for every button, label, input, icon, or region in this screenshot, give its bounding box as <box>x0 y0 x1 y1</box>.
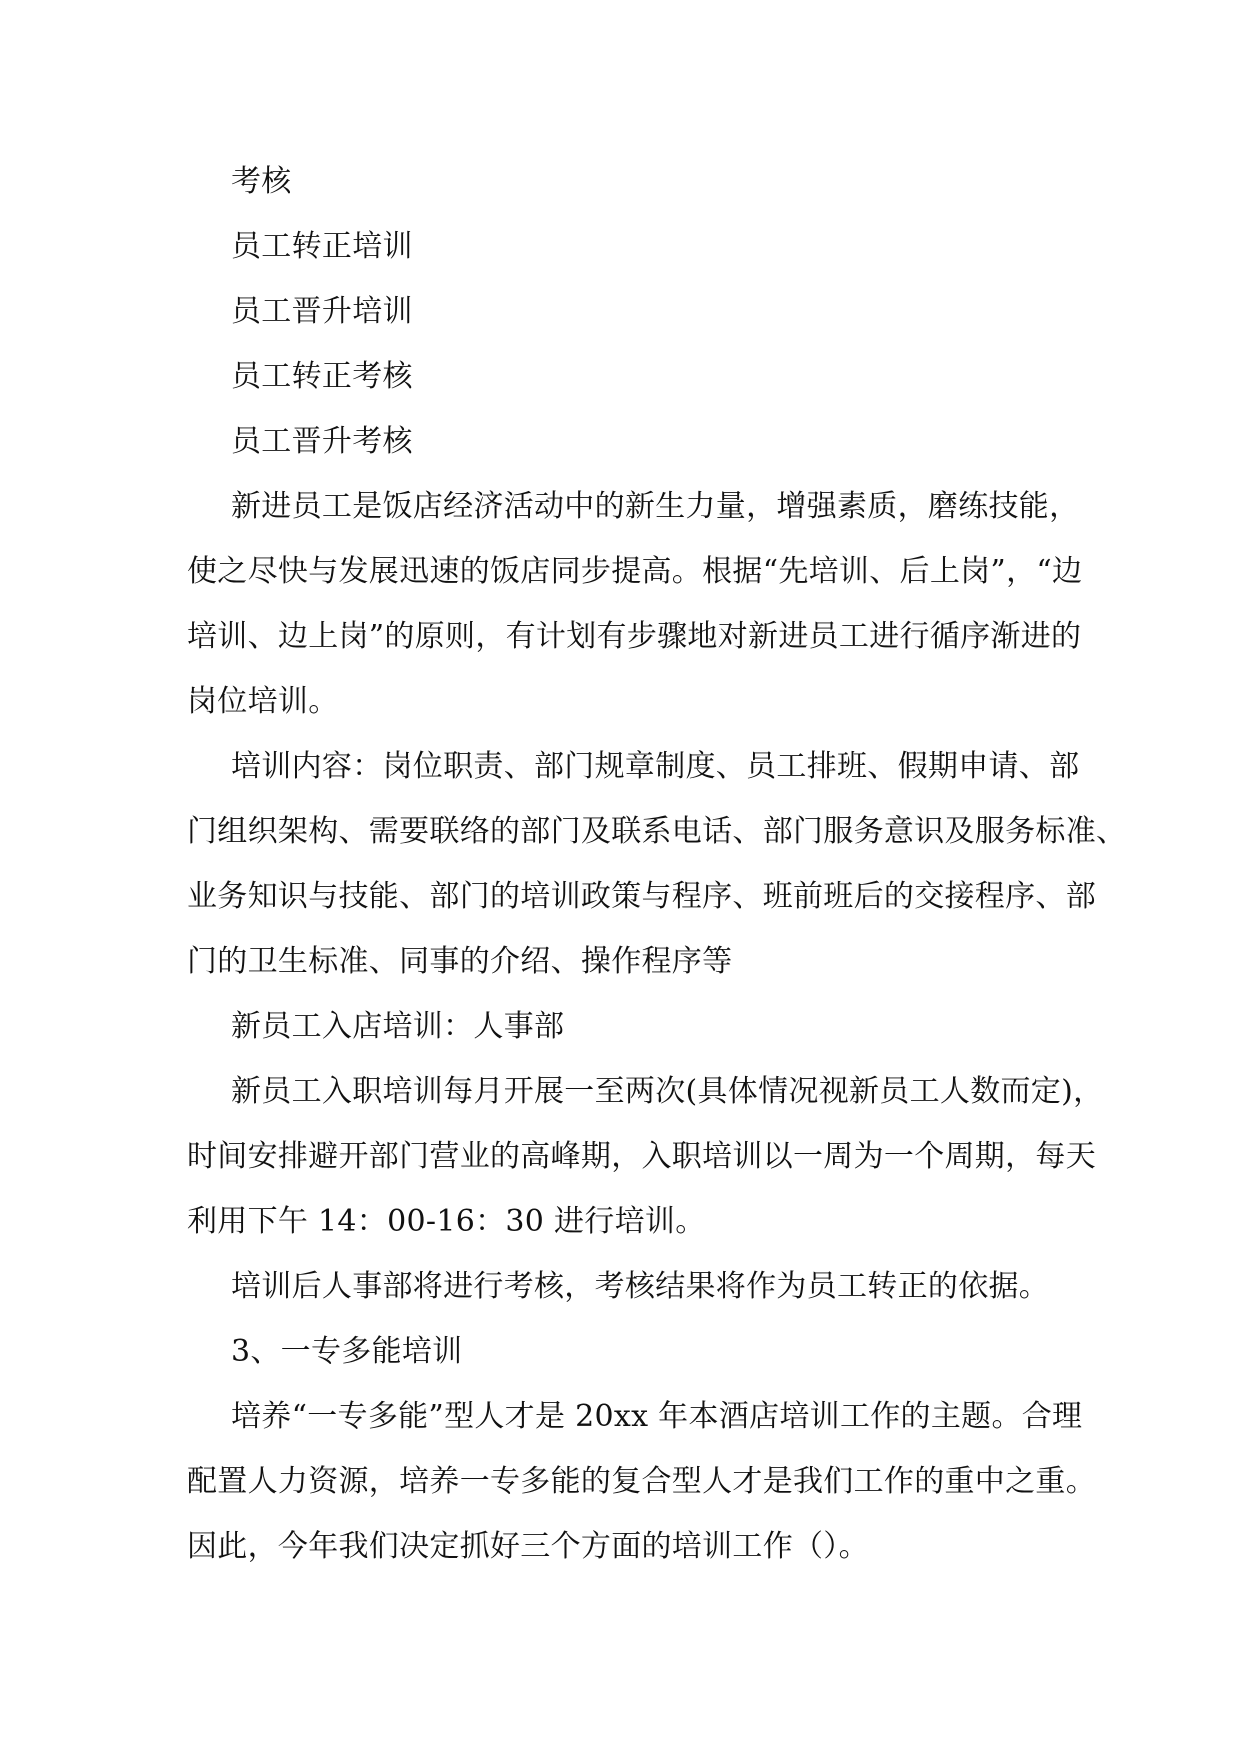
line-1: 考核 <box>231 164 292 199</box>
line-4: 员工转正考核 <box>231 359 413 394</box>
paragraph-multiskill-line-1: 培养“一专多能”型人才是 20xx 年本酒店培训工作的主题。合理 <box>231 1399 1083 1434</box>
line-5: 员工晋升考核 <box>231 424 413 459</box>
line-3: 员工晋升培训 <box>231 294 413 329</box>
paragraph-schedule-line-3: 利用下午 14：00-16：30 进行培训。 <box>187 1204 706 1239</box>
paragraph-content-line-2: 门组织架构、需要联络的部门及联系电话、部门服务意识及服务标准、 <box>187 814 1127 849</box>
paragraph-intro-line-2: 使之尽快与发展迅速的饭店同步提高。根据“先培训、后上岗”，“边 <box>187 554 1083 589</box>
section-heading: 3、一专多能培训 <box>231 1334 463 1369</box>
line-2: 员工转正培训 <box>231 229 413 264</box>
line-new-staff: 新员工入店培训：人事部 <box>231 1009 565 1044</box>
paragraph-content-line-1: 培训内容：岗位职责、部门规章制度、员工排班、假期申请、部 <box>231 749 1080 784</box>
paragraph-schedule-line-1: 新员工入职培训每月开展一至两次(具体情况视新员工人数而定)， <box>231 1074 1104 1109</box>
paragraph-multiskill-line-3: 因此，今年我们决定抓好三个方面的培训工作（）。 <box>187 1529 869 1564</box>
paragraph-multiskill-line-2: 配置人力资源，培养一专多能的复合型人才是我们工作的重中之重。 <box>187 1464 1096 1499</box>
paragraph-content-line-4: 门的卫生标准、同事的介绍、操作程序等 <box>187 944 733 979</box>
paragraph-intro-line-3: 培训、边上岗”的原则，有计划有步骤地对新进员工进行循序渐进的 <box>187 619 1082 654</box>
paragraph-intro-line-4: 岗位培训。 <box>187 684 339 719</box>
paragraph-schedule-line-2: 时间安排避开部门营业的高峰期，入职培训以一周为一个周期，每天 <box>187 1139 1096 1174</box>
paragraph-content-line-3: 业务知识与技能、部门的培训政策与程序、班前班后的交接程序、部 <box>187 879 1096 914</box>
paragraph-intro-line-1: 新进员工是饭店经济活动中的新生力量，增强素质，磨练技能， <box>231 489 1080 524</box>
paragraph-assessment: 培训后人事部将进行考核，考核结果将作为员工转正的依据。 <box>231 1269 1050 1304</box>
